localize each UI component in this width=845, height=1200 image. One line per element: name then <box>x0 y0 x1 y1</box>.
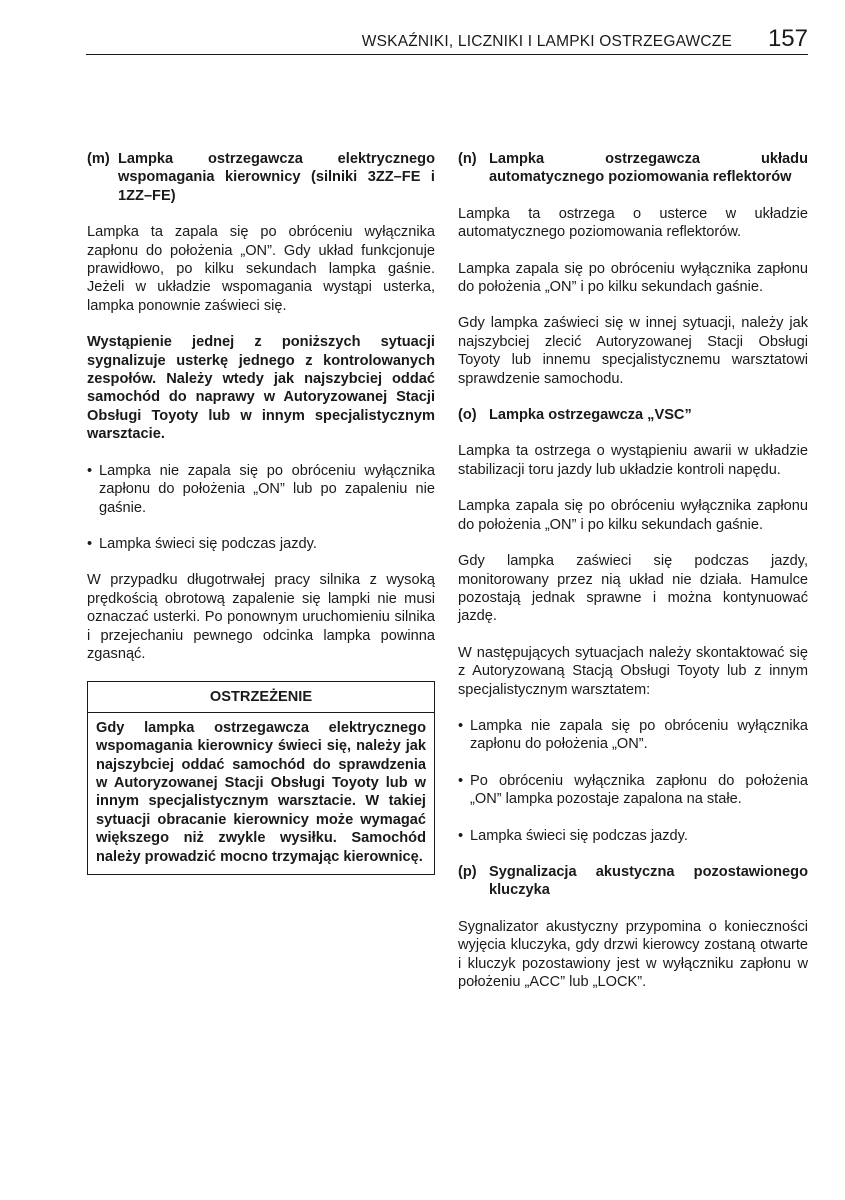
section-o-paragraph-1: Lampka ta ostrzega o wystąpieniu awarii w układzie stabilizacji toru jazdy lub układzie kontroli napędu. <box>458 443 808 478</box>
bullet-marker: • <box>458 772 464 789</box>
section-o-bullet-2 <box>458 772 808 809</box>
section-n-heading <box>458 150 808 187</box>
section-n-paragraph-1: Lampka ta ostrzega o usterce w układzie automatycznego poziomowania reflektorów. <box>458 205 808 241</box>
bullet-text: Lampka świeci się podczas jazdy. <box>99 535 317 552</box>
section-o-paragraph-2: Lampka zapala się po obróceniu wyłącznika zapłonu do położenia „ON” i po kilku sekundach gaśnie. <box>458 498 808 533</box>
bullet-marker: • <box>87 535 93 552</box>
right-column <box>458 150 808 1009</box>
section-m-bullet-1 <box>87 462 435 517</box>
section-o-tag: (o) <box>458 407 477 424</box>
bullet-marker: • <box>87 462 93 479</box>
section-m-paragraph-2: W przypadku długotrwałej pracy silnika z wysoką prędkością obrotową zapalenie się lampki nie musi oznaczać usterki. Po ponownym uruchomieniu silnika i przejechaniu pewnego odcinka lampka powinna zgasnąć. <box>87 572 435 662</box>
section-m-bold-paragraph: Wystąpienie jednej z poniższych sytuacji sygnalizuje usterkę jednego z kontrolowanych zespołów. Należy wtedy jak najszybciej oddać samochód do naprawy w Autoryzowanej Stacji Obsługi Toyoty lub w innym specjalistycznym warsztacie. <box>87 334 435 443</box>
section-m-paragraph-1: Lampka ta zapala się po obróceniu wyłącznika zapłonu do położenia „ON”. Gdy układ funkcjonuje prawidłowo, po kilku sekundach lampka gaśnie. Jeżeli w układzie wspomagania wystąpi usterka, lampka ponownie zaświeci się. <box>87 224 435 314</box>
warning-title: OSTRZEŻENIE <box>88 682 434 712</box>
left-column <box>87 150 435 875</box>
warning-text: Gdy lampka ostrzegawcza elektrycznego wspomagania kierownicy świeci się, należy jak najszybciej oddać samochód do sprawdzenia w Autoryzowanej Stacji Obsługi Toyoty lub w innym specjalistycznym warsztacie. W takiej sytuacji obracanie kierownicy może wymagać większego niż zwykle wysiłku. Samochód należy prowadzić mocno trzymając kierownicę. <box>96 719 426 865</box>
section-o-heading <box>458 406 808 424</box>
section-p-tag: (p) <box>458 863 477 880</box>
section-o-paragraph-3: Gdy lampka zaświeci się podczas jazdy, monitorowany przez nią układ nie działa. Hamulce pozostają jednak sprawne i można kontynuować jazdę. <box>458 553 808 625</box>
bullet-text: Lampka świeci się podczas jazdy. <box>470 827 688 844</box>
bullet-text: Lampka nie zapala się po obróceniu wyłącznika zapłonu do położenia „ON” lub po zapaleniu nie gaśnie. <box>99 462 435 516</box>
section-m-tag: (m) <box>87 151 110 167</box>
section-n-paragraph-3: Gdy lampka zaświeci się w innej sytuacji, należy jak najszybciej zlecić Autoryzowanej Stacji Obsługi Toyoty lub innemu specjalistycznemu warsztatowi sprawdzenie samochodu. <box>458 315 808 387</box>
page-number: 157 <box>767 25 808 52</box>
bullet-text: Lampka nie zapala się po obróceniu wyłącznika zapłonu do położenia „ON”. <box>470 717 808 753</box>
section-n-title: Lampka ostrzegawcza układu automatycznego poziomowania reflektorów <box>489 151 808 186</box>
running-title: WSKAŹNIKI, LICZNIKI I LAMPKI OSTRZEGAWCZE <box>361 33 732 50</box>
bullet-marker: • <box>458 717 464 734</box>
section-o-bullet-3 <box>458 827 808 845</box>
section-m-bullet-2 <box>87 535 435 553</box>
bullet-marker: • <box>458 827 464 844</box>
section-m-heading <box>87 150 435 205</box>
section-o-paragraph-4: W następujących sytuacjach należy skontaktować się z Autoryzowaną Stacją Obsługi Toyoty lub z innym specjalistycznym warsztatem: <box>458 644 808 698</box>
section-p-paragraph-1: Sygnalizator akustyczny przypomina o konieczności wyjęcia kluczyka, gdy drzwi kierowcy zostaną otwarte i kluczyk pozostawiony jest w wyłączniku zapłonu w położeniu „ACC” lub „LOCK”. <box>458 918 808 990</box>
section-p-title: Sygnalizacja akustyczna pozostawionego kluczyka <box>489 863 808 899</box>
section-n-tag: (n) <box>458 151 477 167</box>
warning-box <box>87 681 435 875</box>
page-header <box>86 22 808 55</box>
section-m-title: Lampka ostrzegawcza elektrycznego wspomagania kierownicy (silniki 3ZZ–FE i 1ZZ–FE) <box>118 151 435 204</box>
section-o-title: Lampka ostrzegawcza „VSC” <box>489 407 692 424</box>
bullet-text: Po obróceniu wyłącznika zapłonu do położenia „ON” lampka pozostaje zapalona na stałe. <box>470 772 808 808</box>
section-n-paragraph-2: Lampka zapala się po obróceniu wyłącznika zapłonu do położenia „ON” i po kilku sekundach gaśnie. <box>458 260 808 296</box>
section-o-bullet-1 <box>458 717 808 754</box>
section-p-heading <box>458 863 808 900</box>
